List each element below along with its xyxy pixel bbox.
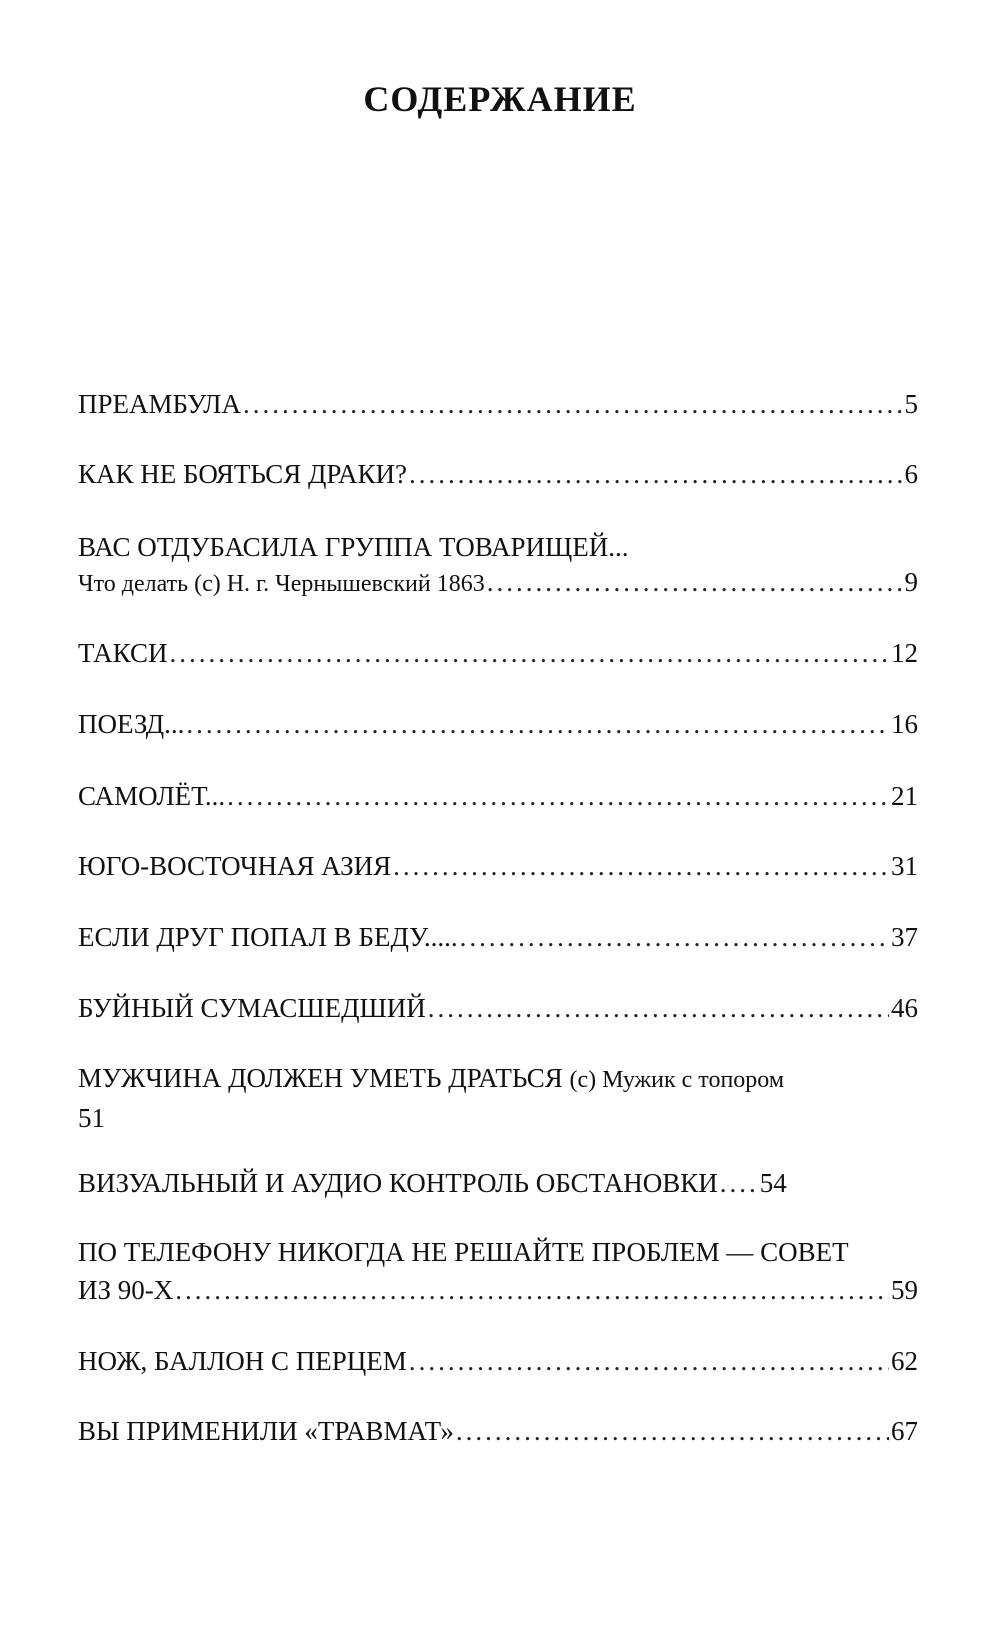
- toc-entry[interactable]: [78, 989, 918, 1027]
- dot-leader: [460, 918, 889, 956]
- toc-entry[interactable]: [78, 847, 918, 885]
- toc-entry-label: БУЙНЫЙ СУМАСШЕДШИЙ: [78, 993, 426, 1023]
- toc-entry-label: МУЖЧИНА ДОЛЖЕН УМЕТЬ ДРАТЬСЯ: [78, 1063, 563, 1093]
- toc-entry-label: САМОЛЁТ...: [78, 781, 226, 811]
- dot-leader: [175, 1271, 889, 1309]
- toc-entry[interactable]: [78, 1059, 918, 1137]
- toc-entry-page: 62: [891, 1346, 918, 1376]
- toc-entry-label: НОЖ, БАЛЛОН С ПЕРЦЕМ: [78, 1346, 407, 1376]
- toc-entry[interactable]: [78, 1164, 918, 1202]
- dot-leader: [243, 385, 903, 423]
- toc-entry-page: 37: [891, 922, 918, 952]
- toc-entry-label: ВИЗУАЛЬНЫЙ И АУДИО КОНТРОЛЬ ОБСТАНОВКИ: [78, 1168, 718, 1198]
- toc-entry-label-suffix: (с) Мужик с топором: [569, 1067, 785, 1093]
- toc-entry-label: ЕСЛИ ДРУГ ПОПАЛ В БЕДУ.....: [78, 922, 458, 952]
- dot-leader: [456, 1412, 889, 1450]
- toc-entry-page: 12: [891, 638, 918, 668]
- toc-entry-label: ПО ТЕЛЕФОНУ НИКОГДА НЕ РЕШАЙТЕ ПРОБЛЕМ — СОВЕТ: [78, 1237, 849, 1267]
- toc-entry-page: 9: [904, 567, 918, 597]
- dot-leader: [409, 1342, 889, 1380]
- dot-leader: [170, 634, 890, 672]
- toc-entry[interactable]: [78, 385, 918, 423]
- toc-entry-page: 5: [904, 389, 918, 419]
- toc-entry-label: ВЫ ПРИМЕНИЛИ «ТРАВМАТ»: [78, 1416, 454, 1446]
- toc-entry-label: ПРЕАМБУЛА: [78, 389, 241, 419]
- dot-leader: [186, 705, 889, 743]
- toc-entry-page: 59: [891, 1275, 918, 1305]
- toc-entry[interactable]: [78, 1412, 918, 1450]
- dot-leader: [227, 777, 889, 815]
- toc-entry[interactable]: [78, 777, 918, 815]
- dot-leader: [393, 847, 889, 885]
- toc-entry-label: ЮГО-ВОСТОЧНАЯ АЗИЯ: [78, 851, 392, 881]
- toc-entry-label-line2: ИЗ 90-Х: [78, 1275, 174, 1305]
- toc-entry-page: 67: [891, 1416, 918, 1446]
- toc-entry[interactable]: [78, 528, 918, 600]
- toc-entry[interactable]: [78, 705, 918, 743]
- toc-entry-page: 54: [759, 1168, 787, 1198]
- toc-entry-label: КАК НЕ БОЯТЬСЯ ДРАКИ?: [78, 459, 407, 489]
- dot-leader: [487, 566, 903, 598]
- toc-entry-page: 31: [891, 851, 918, 881]
- toc-entry[interactable]: [78, 455, 918, 493]
- toc-entry-page: 16: [891, 709, 918, 739]
- toc-entry-page: 51: [78, 1103, 105, 1133]
- toc-entry[interactable]: [78, 1342, 918, 1380]
- toc-entry[interactable]: [78, 634, 918, 672]
- toc-entry-label: ТАКСИ: [78, 638, 168, 668]
- toc-entry-sublabel: Что делать (с) Н. г. Чернышевский 1863: [78, 571, 485, 597]
- toc-entry-page: 6: [904, 459, 918, 489]
- toc-entry[interactable]: [78, 1233, 918, 1309]
- dot-leader: [409, 455, 903, 493]
- toc-entry-page: 46: [891, 993, 918, 1023]
- toc-entry-label: ПОЕЗД...: [78, 709, 185, 739]
- toc-entry-label: ВАС ОТДУБАСИЛА ГРУППА ТОВАРИЩЕЙ...: [78, 532, 629, 562]
- toc-entry-page: 21: [891, 781, 918, 811]
- dot-leader: [720, 1164, 758, 1202]
- page-title: СОДЕРЖАНИЕ: [363, 79, 637, 119]
- toc-entry[interactable]: [78, 918, 918, 956]
- dot-leader: [428, 989, 889, 1027]
